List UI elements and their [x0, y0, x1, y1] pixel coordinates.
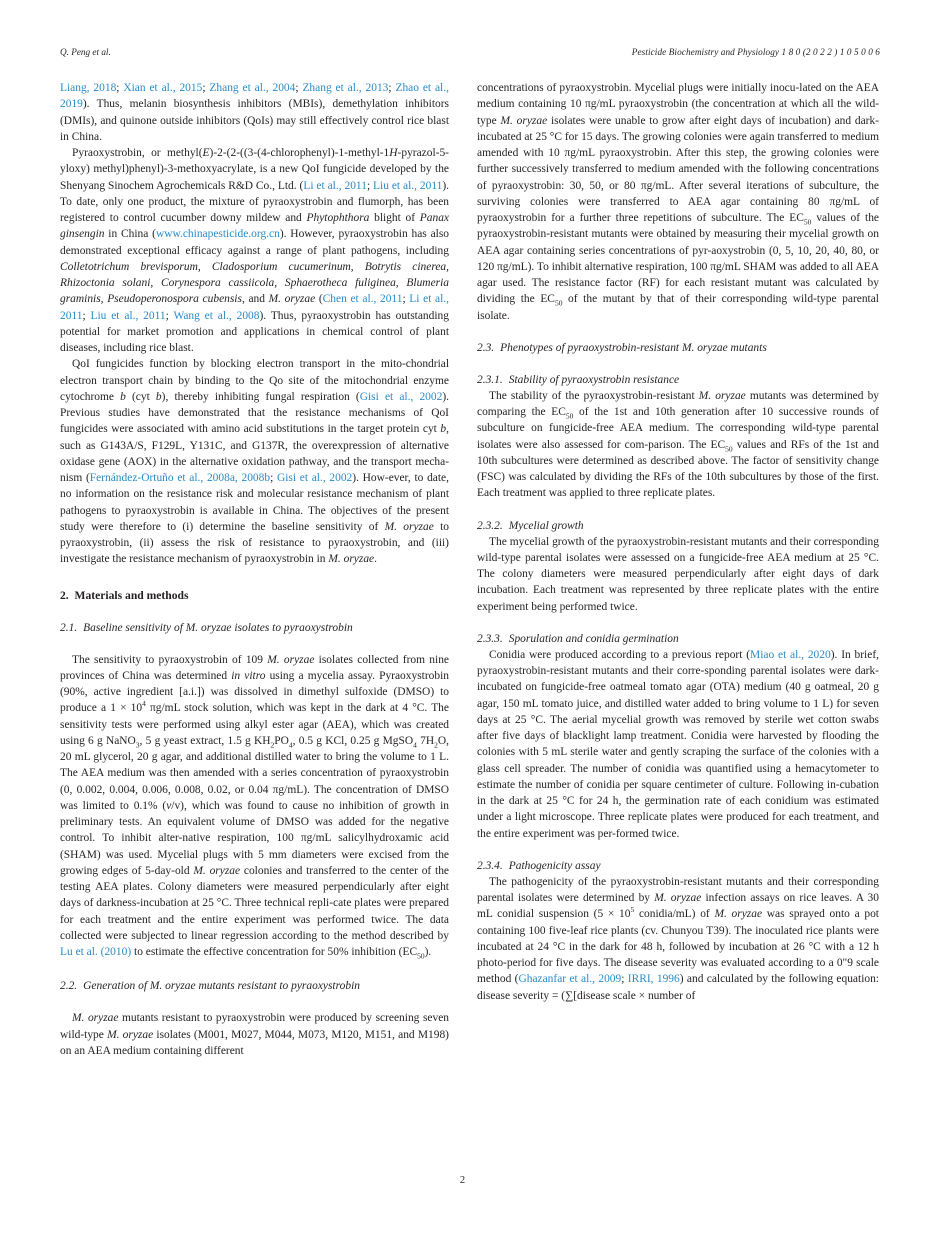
paragraph: Pyraoxystrobin, or methyl(E)-2-(2-((3-(4-chlorophenyl)-1-methyl-1H-pyrazol-5-yloxy) methyl)phenyl)-3-methoxyacrylate, is a new QoI fungicide developed by the Shenyang Sinochem Agrochemicals R&D Co., Ltd. (Li et al., 2011; Liu et al., 2011). To date, only one product, the mixture of pyraoxystrobin and flumorph, has been registered to control cucumber downy mildew and Phytophthora blight of Panax ginsengin in China (www.chinapesticide.org.cn). However, pyraoxystrobin has also demonstrated exceptional efficacy against a range of plant pathogens, including Colletotrichum brevisporum, Cladosporium cucumerinum, Botrytis cinerea, Rhizoctonia solani, Corynespora cassiicola, Sphaerotheca fuliginea, Blumeria graminis, Pseudoperonospora cubensis, and M. oryzae (Chen et al., 2011; Li et al., 2011; Liu et al., 2011; Wang et al., 2008). Thus, pyraoxystrobin has outstanding potential for market promotion and applications in chemical control of plant diseases, including rice blast.: [60, 147, 450, 354]
paragraph: The mycelial growth of the pyraoxystrobin-resistant mutants and their corresponding wild-type parental isolates were assessed on a fungicide-free AEA medium at 25 °C. The colony diameters were measured perpendicularly after eight days of dark incubation. Each treatment was represented by three replicate plates with the entire experiment being performed twice.: [477, 535, 879, 613]
paragraph: M. oryzae mutants resistant to pyraoxystrobin were produced by screening seven wild-type M. oryzae isolates (M001, M027, M044, M073, M120, M151, and M198) on an AEA medium containing different: [60, 1012, 449, 1057]
citation-link[interactable]: Zhang et al., 2013: [302, 82, 389, 94]
citation-link[interactable]: Miao et al., 2020: [750, 648, 831, 661]
subsubsection-heading: 2.3.3. Sporulation and conidia germination: [477, 632, 679, 645]
citation-link[interactable]: Liu et al., 2011: [90, 309, 166, 322]
subsection-heading: 2.2. Generation of M. oryzae mutants resistant to pyraoxystrobin: [60, 980, 360, 993]
citation-link[interactable]: IRRI, 1996: [627, 973, 680, 986]
paragraph: The sensitivity to pyraoxystrobin of 109 M. oryzae isolates collected from nine provinces of China was determined in vitro using a mycelia assay. Pyraoxystrobin (90%, active ingredient [a.i.]) was dissolved in dimethyl sulfoxide (DMSO) to produce a $1 \times 10^4$ πg/mL stock solution, which was kept in the dark at 4 °C. The sensitivity tests were performed using alkyl ester agar (AEA), which was created using 6 g NaNO$_3$, 5 g yeast extract, 1.5 g $KH_2PO_4$, 0.5 g KCl, 0.25 g MgSO$_4$ $7H_2O$, 20 mL glycerol, 20 g agar, and additional distilled water to bring the volume to 1 L. The AEA medium was then amended with a series concentration of pyraoxystrobin (0, 0.002, 0.004, 0.006, 0.008, 0.02, or 0.04 πg/mL). The concentration of DMSO was limited to 0.1% (v/v), which was found to cause no inhibition of growth in preliminary tests. An equivalent volume of DMSO was added for the negative control. To inhibit alter-native respiration, 100 πg/mL salicylhydroxamic acid (SHAM) was used. Mycelial plugs with 5 mm diameters were excised from the growing edges of 5-day-old M. oryzae colonies and transferred to the center of the testing AEA plates. Colony diameters were measured perpendicularly after eight days of darkness-incubation at 25 °C. Three technical repli-cate plates were prepared for each treatment and the entire experiment was performed twice. The data collected were subjected to linear regression according to the method described by Lu et al. (2010) to estimate the effective concentration for 50% inhibition $(EC_{50})$.: [60, 653, 449, 961]
citation-link[interactable]: Gisi et al., 2002: [276, 472, 353, 484]
citation-link[interactable]: Liu et al., 2011: [373, 179, 443, 192]
subsection-heading: 2.1. Baseline sensitivity of M. oryzae isolates to pyraoxystrobin: [60, 621, 353, 634]
citation-link[interactable]: Gisi et al., 2002: [359, 390, 443, 403]
running-head: [60, 47, 880, 61]
paragraph: Conidia were produced according to a previous report (Miao et al., 2020). In brief, pyraoxystrobin-resistant mutants and their corre-sponding parental isolates were dark-incubated on fungicide-free oatmeal tomato agar (OTA) medium (40 g oatmeal, 20 g agar, 150 mL tomato juice, and distilled water added to bring volume to 1 L) for seven days at 25 °C. The aerial mycelial growth was removed by sterile wet cotton swabs after five days of blacklight lamp treatment. Conidia were harvested by flooding the colonies with 5 mL sterile water and gently scraping the surface of the colonies with a glass cell spreader. The number of conidia was quantified using a hemacytometer to estimate the number of conidia per square centimeter of culture. Following in-cubation in the dark at 25 °C for 24 h, the germination rate of each conidium was estimated under a light microscope. Three replicate plates were produced for each treatment, and the entire experiment was per-formed twice.: [477, 648, 879, 840]
citation-link[interactable]: Lu et al. (2010): [60, 946, 132, 958]
page-number: 2: [459, 1175, 466, 1186]
subsection-heading: 2.3. Phenotypes of pyraoxystrobin-resistant M. oryzae mutants: [477, 341, 767, 354]
running-head-authors: Q. Peng et al.: [60, 47, 111, 57]
citation-link[interactable]: Li et al., 2011: [303, 179, 367, 192]
citation-link[interactable]: Li et al., 2011: [60, 293, 449, 322]
subsubsection-heading: 2.3.4. Pathogenicity assay: [477, 859, 601, 872]
citation-link[interactable]: Zhao et al., 2019: [60, 82, 449, 111]
paragraph: Liang, 2018; Xian et al., 2015; Zhang et al., 2004; Zhang et al., 2013; Zhao et al., 2019). Thus, melanin biosynthesis inhibitors (MBIs), demethylation inhibitors (DMIs), and quinone outside inhibitors (QoIs) may still effectively control rice blast in China.: [60, 82, 449, 143]
citation-link[interactable]: Liang, 2018: [60, 82, 117, 94]
paragraph: QoI fungicides function by blocking electron transport in the mito-chondrial electron transport chain by binding to the Qo site of the mitochondrial enzyme cytochrome b (cyt b), thereby inhibiting fungal respiration (Gisi et al., 2002). Previous studies have demonstrated that the resistance mechanisms of QoI fungicides were associated with amino acid substitutions in the target protein cyt b, such as G143A/S, F129L, Y131C, and G137R, the overexpression of alternative oxidase gene (AOX) in the alternative oxidation pathway, and the transport mecha-nism (Fernández-Ortuño et al., 2008a, 2008b; Gisi et al., 2002). How-ever, to date, no information on the resistance risk and molecular resistance mechanism of plant pathogens to pyraoxystrobin is available in China. The objectives of the present study were therefore to (i) determine the baseline sensitivity of M. oryzae to pyraoxystrobin, (ii) assess the risk of resistance to pyraoxystrobin, and (iii) investigate the resistance mechanism of pyraoxystrobin in M. oryzae.: [60, 358, 449, 566]
citation-link[interactable]: Chen et al., 2011: [322, 293, 403, 306]
right-column: [477, 80, 879, 1004]
running-head-journal: Pesticide Biochemistry and Physiology 1 8 0 (2 0 2 2 ) 1 0 5 0 0 6: [631, 47, 880, 57]
paragraph: concentrations of pyraoxystrobin. Mycelial plugs were initially inocu-lated on the AEA medium containing 10 πg/mL pyraoxystrobin (the concentration at which all the wild-type M. oryzae isolates were unable to grow after eight days of incubation) and dark-incubated at 25 °C for 15 days. The growing colonies were again transferred to medium amended with 10 πg/mL pyraoxystrobin. After this step, the growing colonies were further successively transferred to medium amended with the following concentrations of pyraoxystrobin: 30, 50, or 80 πg/mL. After several iterations of subculture, the surviving colonies were transferred to AEA agar containing 80 πg/mL of pyraoxystrobin for a further three repetitions of subculture. The $EC_{50}$ values of the pyraoxystrobin-resistant mutants were obtained by measuring their mycelial growth on AEA agar containing series concentrations of pyr-aoxystrobin (0, 5, 10, 20, 40, 80, or 120 πg/mL). To inhibit alternative respiration, 100 πg/mL SHAM was added to all AEA agar used. The resistance factor (RF) for each resistant mutant was calculated by dividing the $EC_{50}$ of the mutant by that of their corresponding wild-type parental isolate.: [477, 82, 879, 322]
section-heading: 2. Materials and methods: [60, 588, 189, 602]
citation-link[interactable]: Zhang et al., 2004: [209, 82, 296, 94]
citation-link[interactable]: Wang et al., 2008: [173, 309, 260, 322]
subsubsection-heading: 2.3.1. Stability of pyraoxystrobin resistance: [477, 373, 680, 386]
subsubsection-heading: 2.3.2. Mycelial growth: [477, 519, 584, 532]
paragraph: The stability of the pyraoxystrobin-resistant M. oryzae mutants was determined by comparing the $EC_{50}$ of the 1st and 10th generation after 10 successive rounds of subculture on fungicide-free AEA medium. The corresponding wild-type parental isolates were also assessed for com-parison. The $EC_{50}$ values and RFs of the 1st and 10th subcultures were determined as described above. The factor of sensitivity change (FSC) was calculated by dividing the RFs of the 10th subcultures by those of the first. Each treatment was applied to three replicate plates.: [477, 389, 880, 500]
left-column: [60, 80, 449, 1059]
citation-link[interactable]: Fernández-Ortuño et al., 2008a, 2008b: [89, 472, 271, 484]
citation-link[interactable]: Xian et al., 2015: [123, 82, 203, 94]
citation-link[interactable]: Ghazanfar et al., 2009: [518, 973, 622, 986]
url-link[interactable]: www.chinapesticide.org.cn: [155, 228, 280, 241]
paragraph: The pathogenicity of the pyraoxystrobin-resistant mutants and their corresponding parental isolates were determined by M. oryzae infection assays on rice leaves. A 30 mL conidial suspension ($5 \times 10^5$ conidia/mL) of M. oryzae was sprayed onto a pot containing 100 five-leaf rice plants (cv. Chunyou T39). The inoculated rice plants were incubated at 24 °C in the dark for 48 h, followed by incubation at 26 °C with a 12 h photo-period for five days. The disease severity was evaluated according to a 0"9 scale method (Ghazanfar et al., 2009; IRRI, 1996) and calculated by the following equation: disease severity = (∑[disease scale × number of: [477, 875, 879, 1002]
